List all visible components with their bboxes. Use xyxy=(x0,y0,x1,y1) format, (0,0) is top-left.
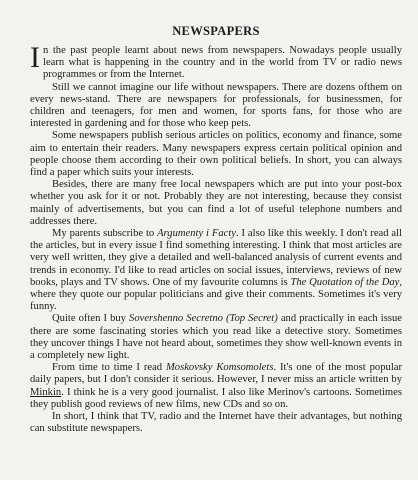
paragraph-7-text-a: From time to time I read xyxy=(52,362,166,374)
paragraph-7-text-c: . I think he is a very good journalist. I also like Merinov's cartoons. Sometimes they publish good reviews of new films, new CDs and so on. xyxy=(30,386,402,410)
paragraph-5-text-b: . I also like this weekly. I don't read all the articles, but in every issue I find something interesting. I think that most articles are very well written, they give a detailed and well-balanced analysis of current events and trends in economy. I'd like to read articles on social issues, interviews, reviews of new books, plays and TV shows. One of my favourite columns is xyxy=(30,228,402,288)
paragraph-7-text-b: . It's one of the most popular daily papers, but I don't consider it serious. However, I never miss an article written by xyxy=(30,362,402,386)
paragraph-1 xyxy=(30,41,402,82)
paragraph-1-text: n the past people learnt about news from newspapers. Nowadays people usually learn what is happening in the country and in the world from TV or radio news programmes or from the Internet. xyxy=(43,45,402,81)
paragraph-2: Still we cannot imagine our life without newspapers. There are dozens ofthem on every news-stand. There are newspapers for professionals, for businessmen, for children and teenagers, for men and women, for sports fans, for those who are interested in gardening and for those who keep pets. xyxy=(30,81,402,130)
paragraph-8: In short, I think that TV, radio and the Internet have their advantages, but nothing can substitute newspapers. xyxy=(30,411,402,435)
paragraph-3: Some newspapers publish serious articles on politics, economy and finance, some aim to entertain their readers. Many newspapers express certain political opinion and people choose them according to their own political beliefs. In short, you can always find a paper which suits your interests. xyxy=(30,130,402,179)
paragraph-6-text-a: Quite often I buy xyxy=(52,313,130,325)
paragraph-5-text-c: , where they quote our popular politicians and give their comments. Sometimes it's very funny. xyxy=(30,276,402,313)
newspaper-title-sovershenno: Sovershenno Secretno (Top Secret) xyxy=(129,313,278,325)
paragraph-6-text-b: and practically in each issue there are some fascinating stories which you read like a detective story. Sometimes they uncover things I have not heard about, sometimes they show well-known events in a completely new light. xyxy=(30,313,402,362)
journalist-name-minkin: Minkin xyxy=(30,386,62,398)
page-title: NEWSPAPERS xyxy=(172,24,260,38)
paragraph-5-text-a: My parents subscribe to xyxy=(52,228,158,240)
paragraph-4: Besides, there are many free local newspapers which are put into your post-box whether you ask for it or not. Probably they are not interesting, because they consist mainly of advertisements, but you can find a lot of useful telephone numbers and addresses there. xyxy=(30,179,402,227)
paragraph-6 xyxy=(30,313,402,362)
newspaper-title-moskovsky: Moskovsky Komsomolets xyxy=(165,362,274,374)
column-title-quotation: The Quotation of the Day xyxy=(290,276,400,288)
newspaper-title-argumenty: Argumenty i Facty xyxy=(157,228,236,240)
paragraph-7 xyxy=(30,362,402,411)
drop-cap: I xyxy=(30,41,40,74)
paragraph-5 xyxy=(30,228,402,313)
